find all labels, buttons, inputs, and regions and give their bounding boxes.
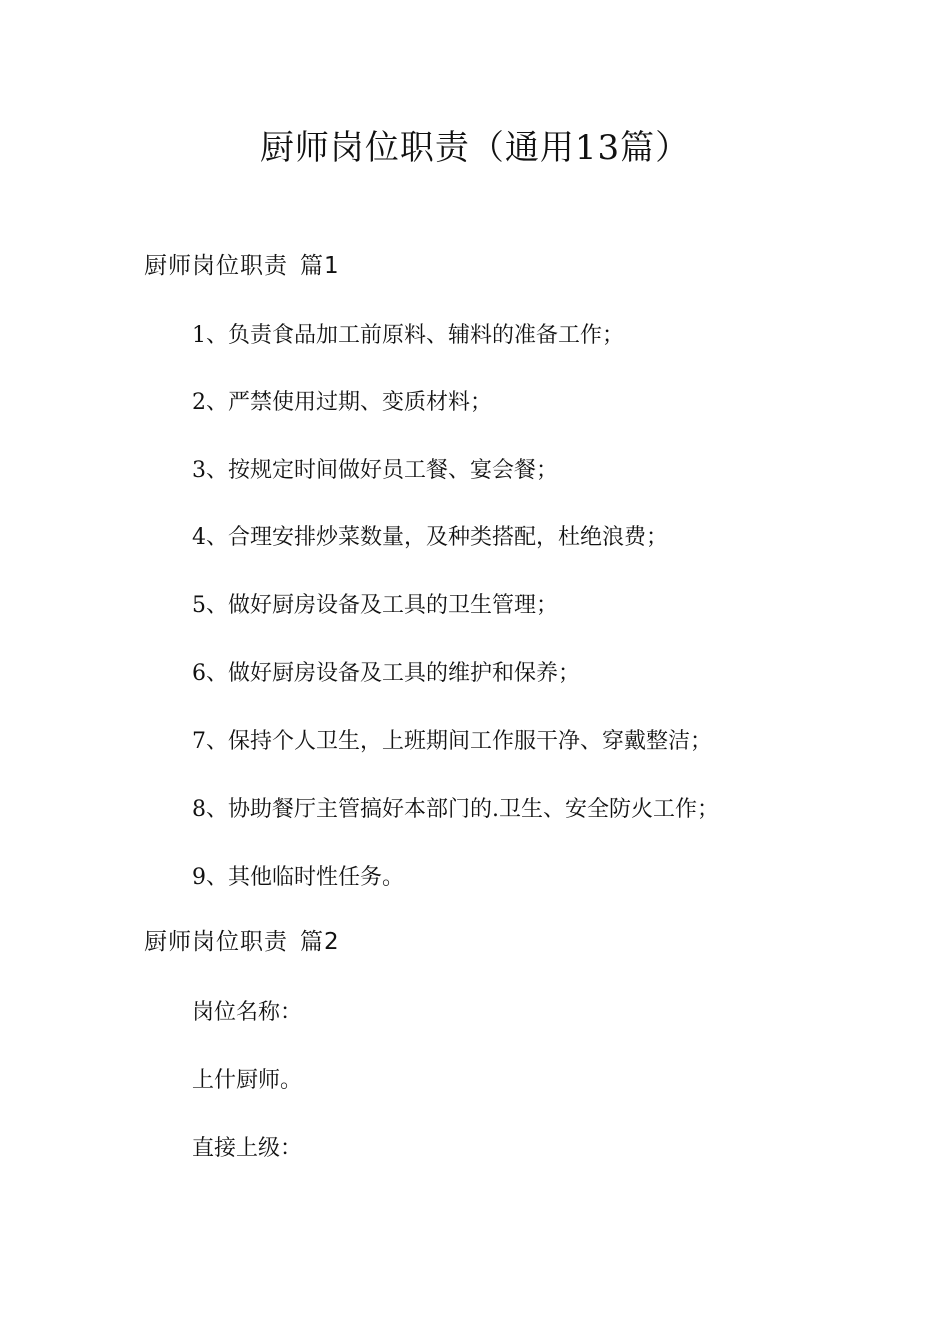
- section-heading-text: 厨师岗位职责: [144, 929, 288, 955]
- document-title: 厨师岗位职责（通用13篇）: [259, 128, 691, 168]
- list-item: 9、其他临时性任务。: [192, 865, 404, 890]
- list-item: 7、保持个人卫生，上班期间工作服干净、穿戴整洁；: [192, 729, 712, 754]
- list-item: 8、协助餐厅主管搞好本部门的.卫生、安全防火工作；: [192, 797, 719, 822]
- list-item: 5、做好厨房设备及工具的卫生管理；: [192, 593, 558, 618]
- list-item: 4、合理安排炒菜数量，及种类搭配，杜绝浪费；: [192, 525, 668, 550]
- list-item: 6、做好厨房设备及工具的维护和保养；: [192, 661, 580, 686]
- list-item: 上什厨师。: [192, 1068, 303, 1093]
- section-heading-2: [144, 926, 340, 958]
- list-item: 2、严禁使用过期、变质材料；: [192, 390, 492, 415]
- section-heading-1: [144, 250, 340, 282]
- list-item: 1、负责食品加工前原料、辅料的准备工作；: [192, 323, 624, 348]
- section-number: 篇1: [300, 253, 340, 279]
- section-number: 篇2: [300, 929, 340, 955]
- list-item: 直接上级：: [192, 1136, 303, 1161]
- section-heading-text: 厨师岗位职责: [144, 253, 288, 279]
- list-item: 岗位名称：: [192, 1000, 303, 1025]
- list-item: 3、按规定时间做好员工餐、宴会餐；: [192, 458, 558, 483]
